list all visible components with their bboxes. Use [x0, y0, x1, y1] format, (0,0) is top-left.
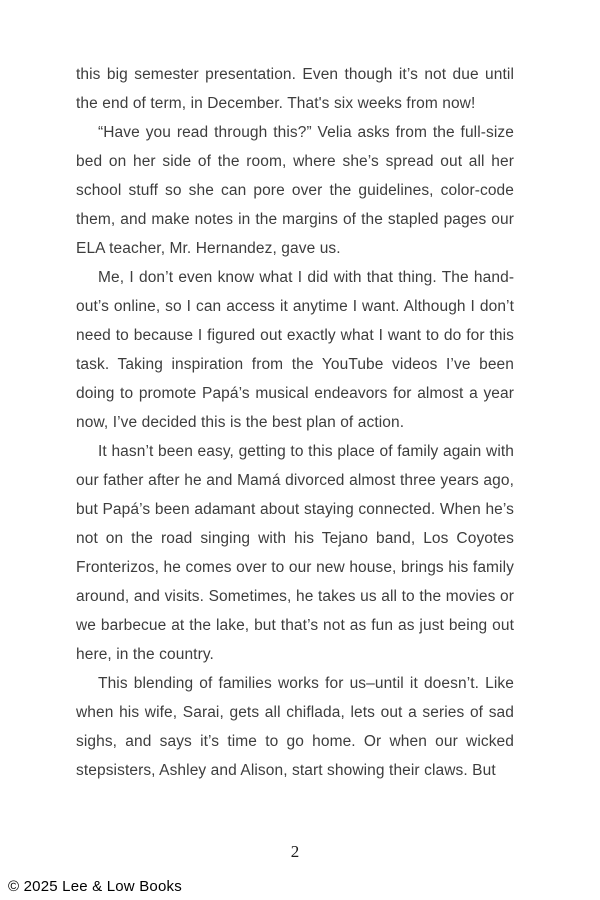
page-number: 2	[290, 842, 300, 861]
paragraph: This blending of families works for us–until it doesn’t. Like when his wife, Sarai, gets all chiflada, lets out a series of sad sighs, and says it’s time to go home. Or when our wicked stepsisters, Ashley and Alison, start showing their claws. But	[76, 675, 514, 779]
paragraph: It hasn’t been easy, getting to this place of family again with our father after he and Mamá divorced almost three years ago, but Papá’s been adamant about staying connected. When he’s not on the road singing with his Tejano band, Los Coyotes Fronterizos, he comes over to our new house, brings his family around, and visits. Sometimes, he takes us all to the movies or we barbecue at the lake, but that’s not as fun as just being out here, in the country.	[76, 443, 514, 663]
copyright-notice: © 2025 Lee & Low Books	[8, 878, 182, 895]
paragraph: this big semester presentation. Even though it’s not due until the end of term, in December. That's six weeks from now!	[76, 66, 514, 112]
paragraph: Me, I don’t even know what I did with that thing. The handout’s online, so I can access it anytime I want. Although I don’t need to because I figured out exactly what I want to do for this task. Taking inspiration from the YouTube videos I’ve been doing to promote Papá’s musical endeavors for almost a year now, I’ve decided this is the best plan of action.	[76, 269, 514, 431]
paragraph: “Have you read through this?” Velia asks from the full-size bed on her side of the room, where she’s spread out all her school stuff so she can pore over the guidelines, color-code them, and make notes in the margins of the stapled pages our ELA teacher, Mr. Hernandez, gave us.	[76, 124, 514, 257]
page-text	[76, 60, 514, 785]
